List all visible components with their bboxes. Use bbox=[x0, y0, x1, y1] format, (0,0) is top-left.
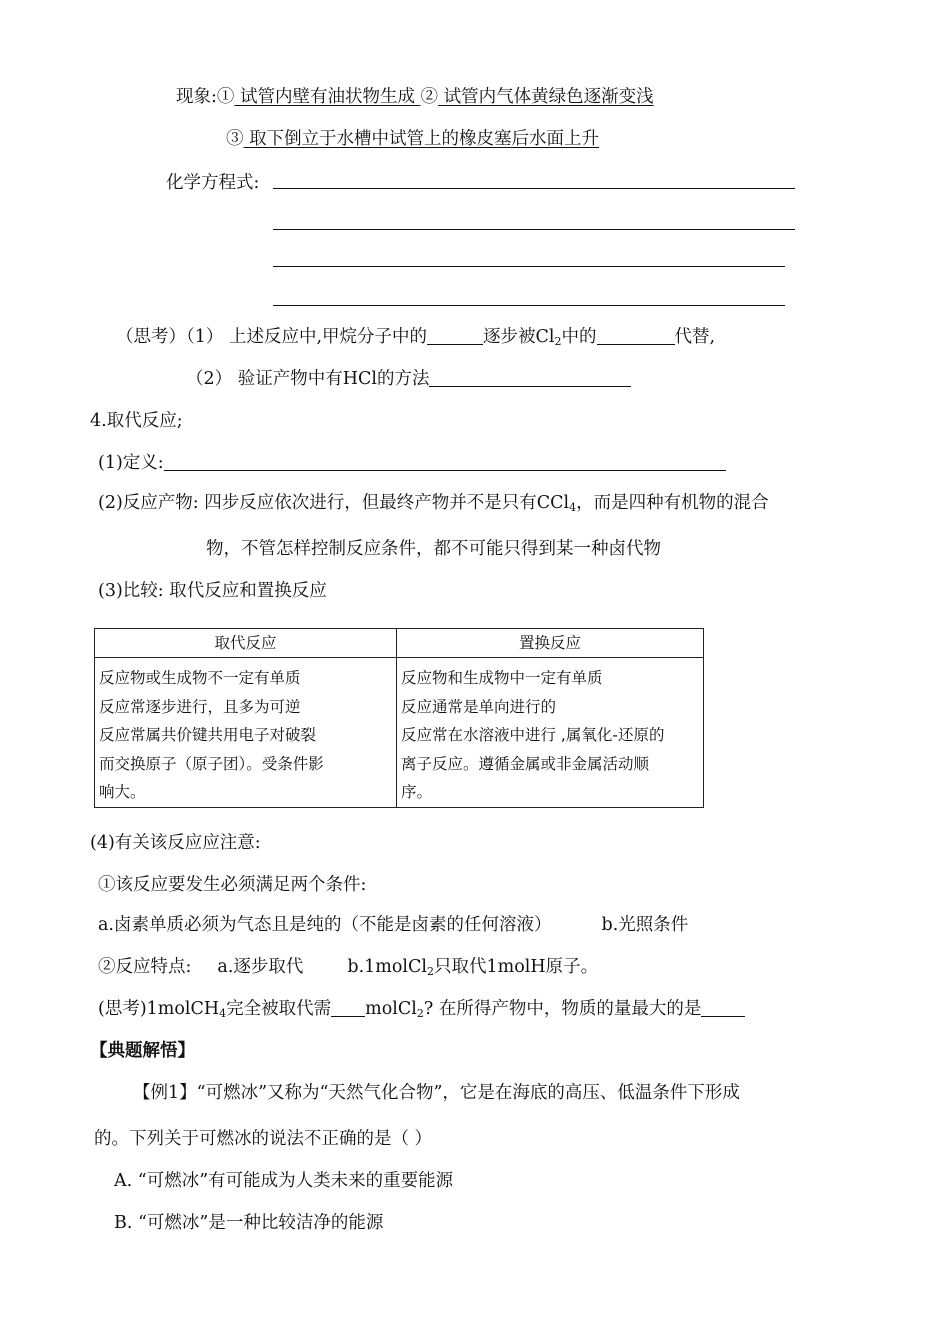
phenomenon-item-2: 试管内气体黄绿色逐渐变浅 bbox=[438, 87, 654, 107]
displacement-line: 反应物和生成物中一定有单质 bbox=[401, 669, 603, 687]
think1-sub: 2 bbox=[554, 335, 562, 348]
think-question-3 bbox=[98, 998, 745, 1020]
product-line-1 bbox=[98, 492, 769, 514]
example1-line-2: 的。下列关于可燃冰的说法不正确的是（ ） bbox=[94, 1129, 433, 1149]
feature-a: a.逐步取代 bbox=[217, 957, 304, 977]
example1-line-1: 【例1】“可燃冰”又称为“天然气化合物”，它是在海底的高压、低温条件下形成 bbox=[133, 1083, 740, 1103]
phenomenon-num-3: ③ bbox=[226, 129, 244, 149]
substitution-line: 反应常属共价键共用电子对破裂 bbox=[99, 726, 317, 744]
comparison-table bbox=[94, 628, 704, 808]
conditions-line bbox=[98, 914, 688, 936]
table-row bbox=[95, 658, 704, 808]
phenomenon-line-1 bbox=[176, 86, 654, 108]
features-line bbox=[98, 956, 598, 978]
notes-title: (4)有关该反应应注意: bbox=[90, 833, 261, 853]
definition-line bbox=[98, 452, 726, 474]
think2-b: 完全被取代需 bbox=[226, 999, 332, 1019]
feature-b-2: 只取代1molH原子。 bbox=[434, 957, 599, 977]
feature-b-sub: 2 bbox=[427, 965, 435, 978]
phenomenon-label: 现象: bbox=[176, 87, 217, 107]
think2-d: ? 在所得产物中，物质的量最大的是 bbox=[423, 999, 702, 1019]
option-a[interactable]: A. “可燃冰”有可能成为人类未来的重要能源 bbox=[114, 1171, 454, 1191]
think2-blank-2[interactable] bbox=[701, 998, 745, 1017]
substitution-line: 而交换原子（原子团）。受条件影 bbox=[99, 754, 324, 773]
conditions-title: ①该反应要发生必须满足两个条件: bbox=[98, 875, 367, 895]
think2-sub-1: 4 bbox=[219, 1007, 227, 1020]
compare-label: (3)比较: 取代反应和置换反应 bbox=[98, 581, 327, 601]
equation-blank-2[interactable] bbox=[273, 229, 795, 230]
phenomenon-item-3: 取下倒立于水槽中试管上的橡皮塞后水面上升 bbox=[243, 129, 600, 149]
phenomenon-num-1: ① bbox=[216, 87, 235, 107]
phenomenon-line-2 bbox=[226, 128, 599, 150]
table-header-row bbox=[95, 629, 704, 658]
feature-b-1: b.1molCl bbox=[347, 957, 428, 977]
header-substitution: 取代反应 bbox=[95, 629, 397, 658]
think1-blank-2[interactable] bbox=[597, 326, 675, 345]
think1-mid2: 中的 bbox=[561, 327, 597, 347]
substitution-line: 反应物或生成物不一定有单质 bbox=[99, 669, 301, 687]
think-question-2 bbox=[186, 368, 631, 390]
equation-label: 化学方程式: bbox=[166, 173, 260, 193]
think1-blank-3[interactable] bbox=[429, 368, 631, 387]
equation-blank-1[interactable] bbox=[273, 188, 795, 189]
displacement-line: 离子反应。遵循金属或非金属活动顺 bbox=[401, 754, 650, 773]
displacement-cell bbox=[397, 658, 704, 808]
section4-title: 4.取代反应; bbox=[90, 411, 183, 431]
substitution-cell bbox=[95, 658, 397, 808]
definition-blank[interactable] bbox=[164, 452, 726, 471]
think2-c: molCl bbox=[365, 999, 417, 1019]
header-displacement: 置换反应 bbox=[397, 629, 704, 658]
equation-blank-4[interactable] bbox=[273, 305, 785, 306]
displacement-line: 反应通常是单向进行的 bbox=[401, 697, 557, 716]
product-text-a: (2)反应产物: 四步反应依次进行，但最终产物并不是只有CCl bbox=[98, 493, 570, 513]
condition-b: b.光照条件 bbox=[601, 915, 689, 935]
think1-blank-1[interactable] bbox=[427, 326, 483, 345]
equation-blank-3[interactable] bbox=[273, 266, 785, 267]
phenomenon-item-1: 试管内壁有油状物生成 bbox=[234, 87, 421, 107]
think2-a: (思考)1molCH bbox=[98, 999, 220, 1019]
displacement-line: 序。 bbox=[401, 783, 433, 801]
examples-heading: 【典题解悟】 bbox=[90, 1041, 195, 1061]
think-question-1 bbox=[116, 326, 715, 348]
think1-suffix: 代替, bbox=[674, 327, 716, 347]
option-b[interactable]: B. “可燃冰”是一种比较洁净的能源 bbox=[114, 1213, 384, 1233]
think1-mid: 逐步被Cl bbox=[483, 327, 555, 347]
think1-prefix: （思考）（1） 上述反应中,甲烷分子中的 bbox=[116, 327, 428, 347]
product-sub: 4 bbox=[569, 501, 577, 514]
product-line-2: 物，不管怎样控制反应条件，都不可能只得到某一种卤代物 bbox=[206, 539, 661, 559]
substitution-line: 反应常逐步进行，且多为可逆 bbox=[99, 697, 301, 716]
think2-blank-1[interactable] bbox=[331, 998, 365, 1017]
substitution-line: 响大。 bbox=[99, 783, 146, 801]
displacement-line: 反应常在水溶液中进行 ,属氧化-还原的 bbox=[401, 726, 665, 744]
think1-q2: （2） 验证产物中有HCl的方法 bbox=[186, 369, 430, 389]
phenomenon-num-2: ② bbox=[420, 87, 439, 107]
definition-label: (1)定义: bbox=[98, 453, 164, 473]
think2-sub-2: 2 bbox=[416, 1007, 424, 1020]
product-text-b: ，而是四种有机物的混合 bbox=[576, 493, 769, 513]
features-label: ②反应特点: bbox=[98, 957, 192, 977]
condition-a: a.卤素单质必须为气态且是纯的（不能是卤素的任何溶液） bbox=[98, 915, 552, 935]
